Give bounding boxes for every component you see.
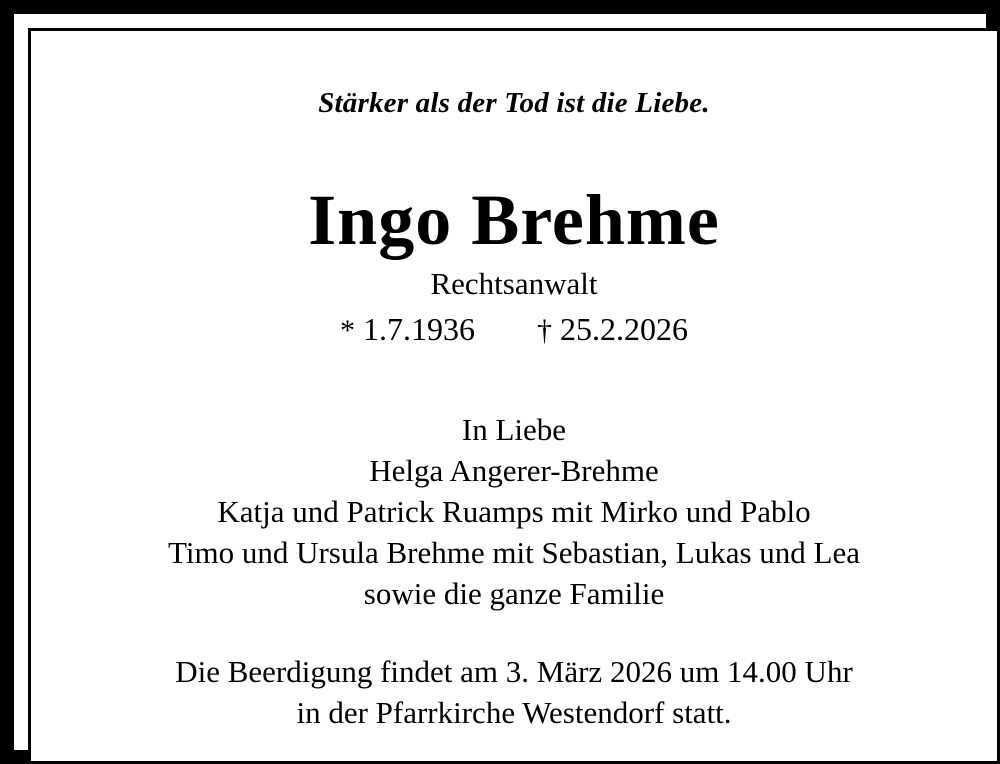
funeral-info-line: Die Beerdigung findet am 3. März 2026 um 14.00 Uhr — [175, 653, 853, 689]
funeral-info-block — [57, 651, 971, 735]
death-date: 25.2.2026 — [560, 311, 688, 348]
tribute-line: Katja und Patrick Ruamps mit Mirko und Pablo — [217, 493, 811, 529]
deceased-name: Ingo Brehme — [308, 179, 720, 260]
tribute-intro: In Liebe — [461, 411, 567, 447]
life-dates — [57, 311, 971, 349]
deceased-profession: Rechtsanwalt — [430, 266, 598, 302]
tribute-line: sowie die ganze Familie — [363, 576, 665, 612]
birth-symbol-icon: * — [340, 314, 355, 348]
birth-date: 1.7.1936 — [363, 311, 475, 348]
obituary-content — [31, 31, 997, 761]
funeral-info-line: in der Pfarrkirche Westendorf statt. — [296, 695, 732, 731]
tribute-line: Helga Angerer-Brehme — [369, 452, 659, 488]
epitaph-quote: Stärker als der Tod ist die Liebe. — [318, 87, 710, 119]
cross-symbol-icon: † — [537, 314, 552, 348]
tribute-block — [57, 409, 971, 615]
tribute-line: Timo und Ursula Brehme mit Sebastian, Lukas und Lea — [168, 535, 860, 571]
obituary-inner-border — [28, 28, 1000, 764]
